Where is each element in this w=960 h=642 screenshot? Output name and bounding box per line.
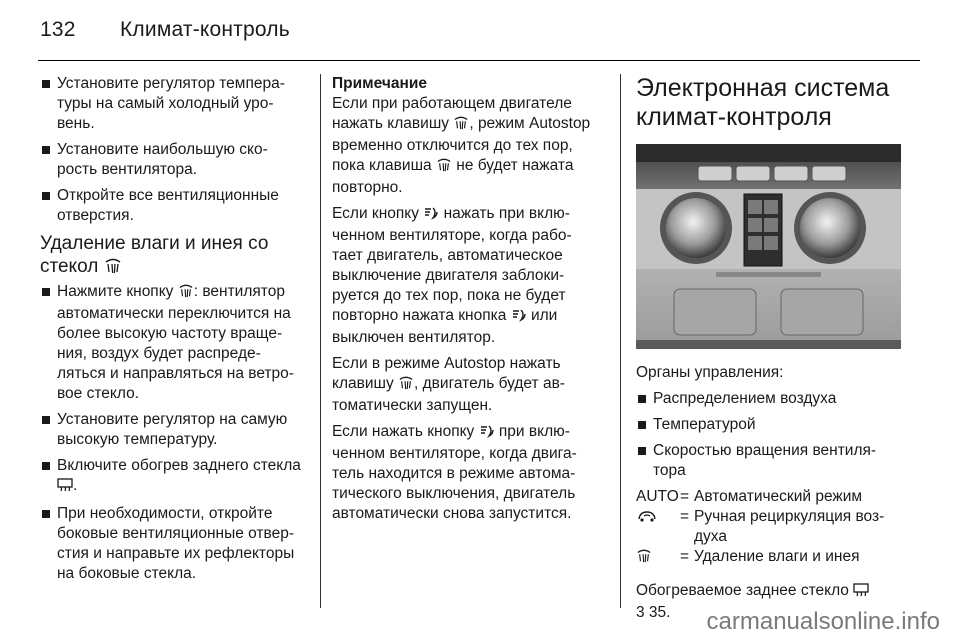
- autostop-fan-icon: [479, 424, 495, 444]
- definition-key: AUTO: [636, 488, 679, 505]
- note-paragraph: Если в режиме Autostop нажать клавишу , двигатель будет ав- томатически запущен.: [332, 355, 565, 414]
- page-ref-symbol[interactable]: 3: [636, 604, 645, 621]
- header-rule: [38, 60, 920, 61]
- definition-row: AUTO = Автоматический режим: [636, 487, 906, 507]
- note-title: Примечание: [332, 75, 427, 92]
- list-item: Скоростью вращения вентиля- тора: [636, 441, 906, 481]
- column-divider-1: [320, 74, 321, 608]
- page-ref-number[interactable]: 35.: [644, 604, 671, 621]
- definition-value: Удаление влаги и инея: [694, 548, 860, 565]
- note-paragraph: Если кнопку нажать при вклю- ченном вентиляторе, когда рабо- тает двигатель, автоматическое выключение двигателя заблоки- руется до тех пор, пока не будет повторно нажата кнопка или выключен вентилятор.: [332, 205, 572, 346]
- page-title: Климат-контроль: [120, 18, 290, 41]
- rear-window-heat-icon: [853, 583, 869, 603]
- column-middle: [332, 74, 604, 530]
- autostop-fan-icon: [511, 308, 527, 328]
- definition-value: Автоматический режим: [694, 488, 863, 505]
- note-paragraph: Если при работающем двигателе нажать клавишу , режим Autostop временно отключится до тех пор, пока клавиша не будет нажата повторно.: [332, 95, 591, 196]
- defrost-icon: [398, 376, 414, 396]
- definitions-table: [636, 487, 906, 569]
- section-heading: Электронная система климат-контроля: [636, 74, 890, 131]
- controls-label: Органы управления:: [636, 364, 784, 381]
- definition-row: = Ручная рециркуляция воз- духа: [636, 507, 906, 547]
- list-item: Откройте все вентиляционные отверстия.: [40, 186, 308, 226]
- column-right: [636, 74, 906, 629]
- climate-control-panel-photo: [636, 144, 901, 349]
- definition-value: Ручная рециркуляция воз- духа: [694, 508, 885, 545]
- column-left: [40, 74, 308, 590]
- defrost-icon: [178, 284, 194, 304]
- defrost-icon: [453, 116, 469, 136]
- rear-window-heat-icon: [57, 478, 73, 498]
- defrost-icon: [436, 158, 452, 178]
- column-divider-2: [620, 74, 621, 608]
- list-item: Включите обогрев заднего стекла .: [40, 456, 308, 498]
- note-paragraph: Если нажать кнопку при вклю- ченном вентиляторе, когда двига- тель находится в режиме автома- тического выключения, двигатель автоматически снова запустится.: [332, 423, 577, 522]
- defrost-icon: [104, 257, 122, 280]
- autostop-fan-icon: [423, 206, 439, 226]
- defrost-icon: [636, 549, 652, 569]
- list-item: Распределением воздуха: [636, 389, 906, 409]
- list-item: Нажмите кнопку : вентилятор автоматически переключится на более высокую частоту враще- ния, воздух будет распреде- ляться и направляться на ветро- вое стекло.: [40, 282, 308, 404]
- bullet-list-section: [40, 282, 308, 584]
- list-item: Установите регулятор темпера- туры на самый холодный уро- вень.: [40, 74, 308, 134]
- list-item: При необходимости, откройте боковые вентиляционные отвер- стия и направьте их рефлекторы на боковые стекла.: [40, 504, 308, 584]
- section-title: Удаление влаги и инея со стекол: [40, 233, 269, 277]
- page-header: [40, 18, 290, 42]
- rear-heat-reference: Обогреваемое заднее стекло 3 35.: [636, 581, 906, 623]
- list-item: Установите регулятор на самую высокую температуру.: [40, 410, 308, 450]
- list-item: Установите наибольшую ско- рость вентилятора.: [40, 140, 308, 180]
- section-heading: [40, 232, 308, 280]
- page-number: 132: [40, 18, 76, 41]
- watermark: carmanualsonline.info: [706, 608, 940, 635]
- recirculation-icon: [636, 509, 658, 529]
- bullet-list-top: [40, 74, 308, 226]
- list-item: Температурой: [636, 415, 906, 435]
- controls-list: [636, 389, 906, 481]
- definition-row: = Удаление влаги и инея: [636, 547, 906, 569]
